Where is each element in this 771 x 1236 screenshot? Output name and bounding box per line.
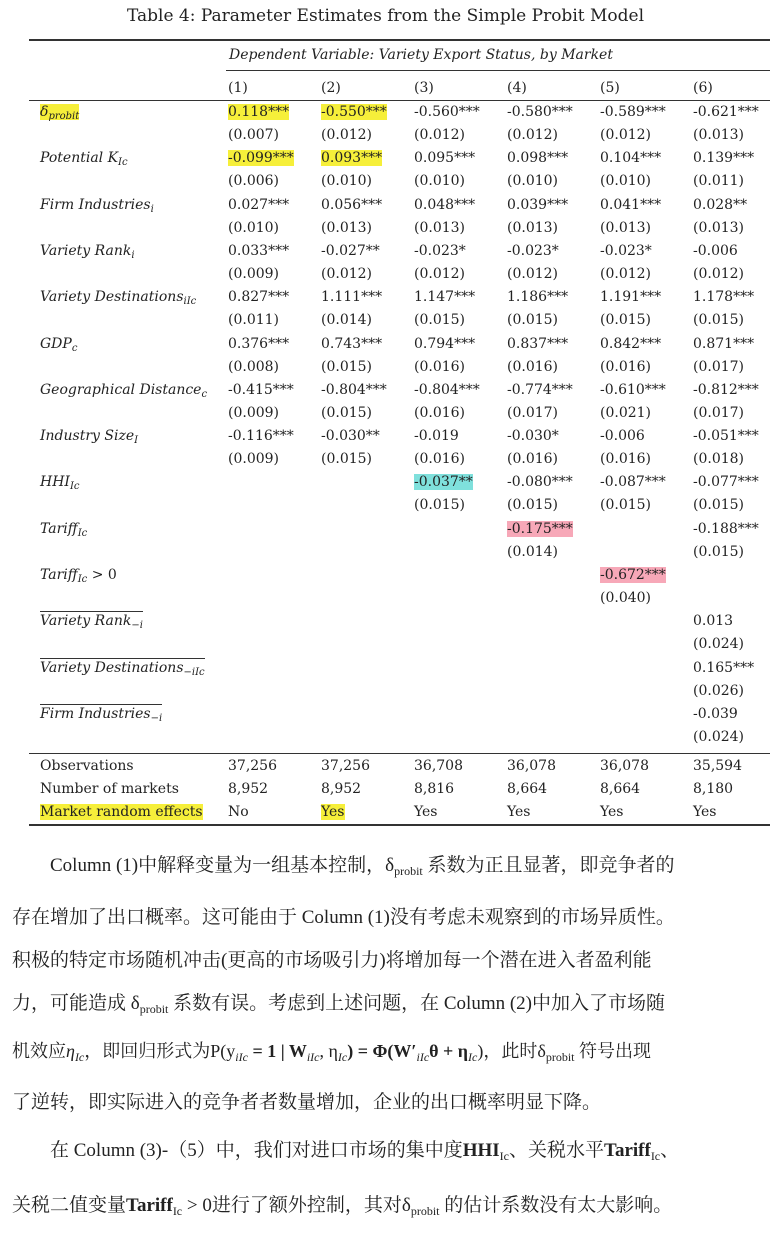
coef-std-error: (0.013) xyxy=(693,220,745,236)
coef-std-error: (0.012) xyxy=(693,266,745,282)
coef-estimate: -0.621*** xyxy=(693,104,759,120)
coef-std-error: (0.040) xyxy=(600,590,652,606)
coef-std-error: (0.008) xyxy=(228,359,280,375)
coef-estimate: -0.812*** xyxy=(693,382,759,398)
coef-estimate: -0.030** xyxy=(321,428,380,444)
coef-estimate: 0.033*** xyxy=(228,243,290,259)
coef-std-error: (0.015) xyxy=(600,497,652,513)
coef-std-error: (0.017) xyxy=(693,405,745,421)
para2-line1: 在 Column (3)-（5）中，我们对进口市场的集中度$HHI_{Ic}$、关税水平Tariff$_{Ic}$、 xyxy=(50,1140,680,1163)
row-label: Variety Destinations$_{iIc}$ xyxy=(40,289,197,307)
coef-std-error: (0.015) xyxy=(321,359,373,375)
row-label: Variety Rank$_{-i}$ xyxy=(40,613,143,631)
footer-value: Yes xyxy=(414,804,438,820)
coef-std-error: (0.009) xyxy=(228,451,280,467)
coef-estimate: 0.013 xyxy=(693,613,734,629)
coef-std-error: (0.015) xyxy=(693,544,745,560)
coef-estimate: -0.550*** xyxy=(321,104,387,120)
footer-value: Yes xyxy=(507,804,531,820)
coef-estimate: 0.098*** xyxy=(507,150,569,166)
coef-estimate: 0.039*** xyxy=(507,197,569,213)
coef-estimate: 0.095*** xyxy=(414,150,476,166)
coef-std-error: (0.012) xyxy=(600,266,652,282)
coef-estimate: -0.023* xyxy=(414,243,466,259)
row-label: Variety Destinations$_{-iIc}$ xyxy=(40,660,205,678)
footer-label: Observations xyxy=(40,758,134,774)
footer-label: Number of markets xyxy=(40,781,179,797)
coef-std-error: (0.017) xyxy=(507,405,559,421)
coef-estimate: 0.794*** xyxy=(414,336,476,352)
coef-estimate: 0.041*** xyxy=(600,197,662,213)
coef-estimate: 0.104*** xyxy=(600,150,662,166)
coef-std-error: (0.011) xyxy=(228,312,280,328)
coef-estimate: 0.093*** xyxy=(321,150,383,166)
coef-std-error: (0.012) xyxy=(321,266,373,282)
coef-std-error: (0.016) xyxy=(414,451,466,467)
coef-std-error: (0.015) xyxy=(321,451,373,467)
row-label: $HHI_{Ic}$ xyxy=(40,474,80,492)
coef-estimate: -0.027** xyxy=(321,243,380,259)
column-header: (1) xyxy=(228,80,248,96)
coef-std-error: (0.021) xyxy=(600,405,652,421)
footer-rule xyxy=(29,753,770,754)
coef-estimate: 1.186*** xyxy=(507,289,569,305)
footer-value: 8,816 xyxy=(414,781,455,797)
coef-estimate: -0.560*** xyxy=(414,104,480,120)
column-header: (6) xyxy=(693,80,713,96)
coef-std-error: (0.012) xyxy=(507,127,559,143)
coef-std-error: (0.015) xyxy=(507,312,559,328)
footer-label: Market random effects xyxy=(40,804,203,820)
coef-estimate: -0.087*** xyxy=(600,474,666,490)
coef-estimate: -0.077*** xyxy=(693,474,759,490)
coef-std-error: (0.013) xyxy=(693,127,745,143)
row-label: Industry Size$_I$ xyxy=(40,428,139,446)
coef-std-error: (0.015) xyxy=(414,497,466,513)
coef-estimate: 0.827*** xyxy=(228,289,290,305)
coef-estimate: 1.147*** xyxy=(414,289,476,305)
footer-value: 8,180 xyxy=(693,781,734,797)
coef-std-error: (0.013) xyxy=(507,220,559,236)
coef-estimate: -0.672*** xyxy=(600,567,666,583)
column-header: (5) xyxy=(600,80,620,96)
coef-std-error: (0.015) xyxy=(693,312,745,328)
footer-value: 8,664 xyxy=(507,781,548,797)
coef-std-error: (0.018) xyxy=(693,451,745,467)
coef-std-error: (0.010) xyxy=(228,220,280,236)
footer-value: Yes xyxy=(693,804,717,820)
coef-std-error: (0.012) xyxy=(600,127,652,143)
coef-std-error: (0.024) xyxy=(693,636,745,652)
coef-std-error: (0.016) xyxy=(507,451,559,467)
caption-rule xyxy=(226,70,770,71)
coef-std-error: (0.009) xyxy=(228,266,280,282)
coef-estimate: 0.139*** xyxy=(693,150,755,166)
row-label: Variety Rank$_i$ xyxy=(40,243,135,261)
row-label: $GDP_c$ xyxy=(40,336,78,354)
coef-std-error: (0.007) xyxy=(228,127,280,143)
coef-std-error: (0.013) xyxy=(600,220,652,236)
coef-std-error: (0.017) xyxy=(693,359,745,375)
coef-estimate: -0.023* xyxy=(600,243,652,259)
footer-value: Yes xyxy=(600,804,624,820)
para1-line6: 了逆转，即实际进入的竞争者者数量增加，企业的出口概率明显下降。 xyxy=(12,1092,602,1113)
top-rule xyxy=(29,39,770,41)
coef-std-error: (0.010) xyxy=(321,173,373,189)
regression-formula: $P(y_{iIc} = 1$ | $W_{iIc}$, $\eta_{Ic}) = \Phi(W'_{iIc}\theta + \eta_{Ic})$ xyxy=(210,1041,484,1064)
coef-std-error: (0.014) xyxy=(507,544,559,560)
coef-std-error: (0.014) xyxy=(321,312,373,328)
coef-estimate: 0.165*** xyxy=(693,660,755,676)
coef-std-error: (0.013) xyxy=(321,220,373,236)
coef-estimate: 0.842*** xyxy=(600,336,662,352)
coef-estimate: -0.116*** xyxy=(228,428,294,444)
footer-value: Yes xyxy=(321,804,345,820)
coef-estimate: -0.188*** xyxy=(693,521,759,537)
coef-std-error: (0.016) xyxy=(600,359,652,375)
coef-std-error: (0.015) xyxy=(693,497,745,513)
para1-line4: 力，可能造成 $\delta_{probit}$ 系数有误。考虑到上述问题，在 Column (2)中加入了市场随 xyxy=(12,993,666,1016)
row-label: Geographical Distance$_c$ xyxy=(40,382,208,400)
para1-line2: 存在增加了出口概率。这可能由于 Column (1)没有考虑未观察到的市场异质性。 xyxy=(12,907,675,928)
para1-line1: Column (1)中解释变量为一组基本控制，$\delta_{probit}$ 系数为正且显著，即竞争者的 xyxy=(50,855,675,878)
coef-estimate: -0.039 xyxy=(693,706,738,722)
coef-estimate: -0.415*** xyxy=(228,382,294,398)
coef-std-error: (0.016) xyxy=(600,451,652,467)
bottom-rule xyxy=(29,824,770,826)
coef-estimate: 1.191*** xyxy=(600,289,662,305)
footer-value: 36,078 xyxy=(507,758,556,774)
coef-estimate: -0.580*** xyxy=(507,104,573,120)
coef-std-error: (0.012) xyxy=(321,127,373,143)
coef-estimate: -0.030* xyxy=(507,428,559,444)
coef-std-error: (0.010) xyxy=(414,173,466,189)
coef-estimate: -0.080*** xyxy=(507,474,573,490)
row-label: Tariff$_{Ic}$ > 0 xyxy=(40,567,117,585)
coef-estimate: 0.028** xyxy=(693,197,748,213)
footer-value: 36,708 xyxy=(414,758,463,774)
coef-estimate: -0.006 xyxy=(693,243,738,259)
coef-estimate: -0.804*** xyxy=(321,382,387,398)
coef-std-error: (0.010) xyxy=(600,173,652,189)
coef-std-error: (0.012) xyxy=(414,266,466,282)
coef-std-error: (0.006) xyxy=(228,173,280,189)
footer-value: 8,952 xyxy=(321,781,362,797)
coef-std-error: (0.016) xyxy=(507,359,559,375)
dependent-variable-caption: Dependent Variable: Variety Export Status, by Market xyxy=(229,47,613,63)
column-header: (3) xyxy=(414,80,434,96)
coef-estimate: 1.178*** xyxy=(693,289,755,305)
coef-estimate: -0.099*** xyxy=(228,150,294,166)
header-rule xyxy=(29,100,770,101)
coef-estimate: 0.743*** xyxy=(321,336,383,352)
row-label: Potential $K_{Ic}$ xyxy=(40,150,128,168)
row-label: $\delta_{probit}$ xyxy=(40,104,80,122)
coef-estimate: -0.037** xyxy=(414,474,473,490)
row-label: Tariff$_{Ic}$ xyxy=(40,521,88,539)
coef-estimate: 0.027*** xyxy=(228,197,290,213)
column-header: (4) xyxy=(507,80,527,96)
coef-estimate: 0.376*** xyxy=(228,336,290,352)
coef-estimate: 0.837*** xyxy=(507,336,569,352)
row-label: Firm Industries$_{-i}$ xyxy=(40,706,163,724)
coef-std-error: (0.010) xyxy=(507,173,559,189)
coef-estimate: 0.871*** xyxy=(693,336,755,352)
para1-line3: 积极的特定市场随机冲击(更高的市场吸引力)将增加每一个潜在进入者盈利能 xyxy=(12,950,652,971)
footer-value: 36,078 xyxy=(600,758,649,774)
coef-estimate: -0.589*** xyxy=(600,104,666,120)
coef-estimate: -0.023* xyxy=(507,243,559,259)
coef-std-error: (0.013) xyxy=(414,220,466,236)
coef-std-error: (0.016) xyxy=(414,405,466,421)
coef-estimate: -0.019 xyxy=(414,428,459,444)
coef-std-error: (0.015) xyxy=(321,405,373,421)
footer-value: 37,256 xyxy=(228,758,277,774)
coef-estimate: -0.051*** xyxy=(693,428,759,444)
coef-estimate: 0.056*** xyxy=(321,197,383,213)
coef-estimate: -0.006 xyxy=(600,428,645,444)
coef-std-error: (0.011) xyxy=(693,173,745,189)
coef-estimate: -0.610*** xyxy=(600,382,666,398)
coef-estimate: 0.118*** xyxy=(228,104,290,120)
coef-estimate: -0.774*** xyxy=(507,382,573,398)
coef-estimate: 1.111*** xyxy=(321,289,383,305)
footer-value: 35,594 xyxy=(693,758,742,774)
coef-estimate: -0.804*** xyxy=(414,382,480,398)
coef-std-error: (0.015) xyxy=(507,497,559,513)
coef-std-error: (0.026) xyxy=(693,683,745,699)
coef-std-error: (0.009) xyxy=(228,405,280,421)
footer-value: 37,256 xyxy=(321,758,370,774)
column-header: (2) xyxy=(321,80,341,96)
coef-std-error: (0.024) xyxy=(693,729,745,745)
coef-std-error: (0.016) xyxy=(414,359,466,375)
footer-value: No xyxy=(228,804,249,820)
coef-std-error: (0.012) xyxy=(507,266,559,282)
footer-value: 8,952 xyxy=(228,781,269,797)
coef-estimate: 0.048*** xyxy=(414,197,476,213)
coef-std-error: (0.012) xyxy=(414,127,466,143)
coef-std-error: (0.015) xyxy=(414,312,466,328)
coef-estimate: -0.175*** xyxy=(507,521,573,537)
coef-std-error: (0.015) xyxy=(600,312,652,328)
row-label: Firm Industries$_i$ xyxy=(40,197,154,215)
para2-line2: 关税二值变量Tariff$_{Ic}$ > 0进行了额外控制，其对$\delta_{probit}$ 的估计系数没有太大影响。 xyxy=(12,1195,673,1218)
table-title: Table 4: Parameter Estimates from the Simple Probit Model xyxy=(126,6,645,26)
footer-value: 8,664 xyxy=(600,781,641,797)
para1-line5: 机效应$\eta_{Ic}$，即回归形式为$P(y_{iIc} = 1$ | $W_{iIc}$, $\eta_{Ic}) = \Phi(W'_{iIc}\theta + \eta_{Ic})$，此时$\delta_{probit}$ 符号出现 xyxy=(12,1041,651,1064)
